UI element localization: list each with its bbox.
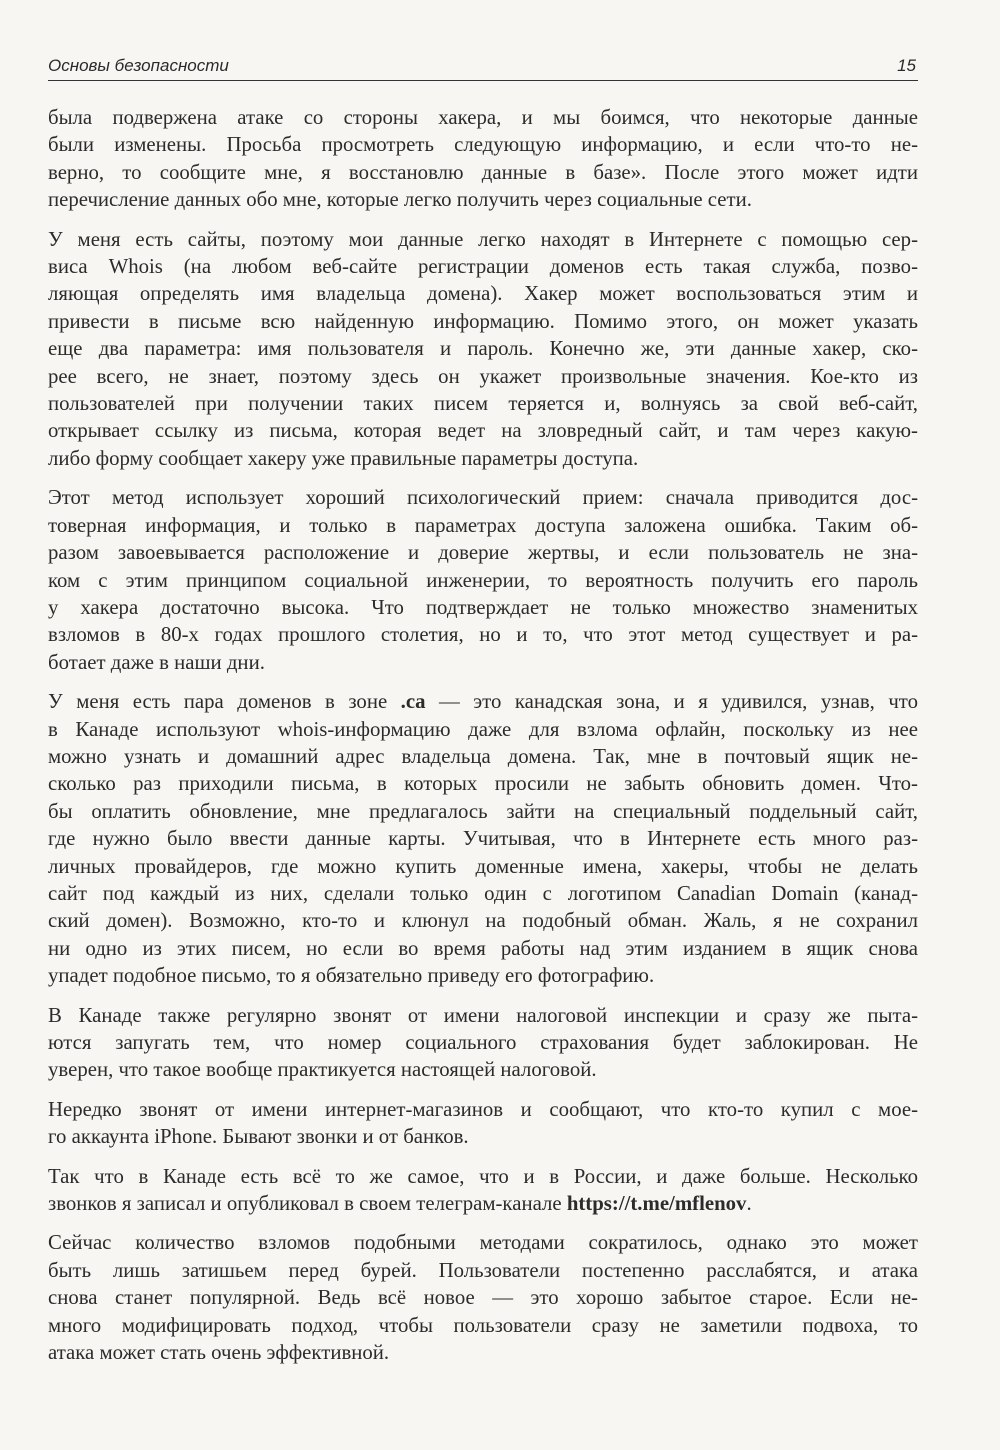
text-line: [48, 1190, 918, 1217]
text-line: перечисление данных обо мне, которые легко получить через социальные сети.: [48, 188, 752, 212]
paragraph-1: [48, 104, 918, 214]
text-line: Так что в Канаде есть всё то же самое, что и в России, и даже больше. Несколько: [48, 1164, 918, 1188]
paragraph-4: [48, 688, 918, 989]
chapter-title: Основы безопасности: [48, 56, 229, 75]
text-line: сайт под каждый из них, сделали только один с логотипом Canadian Domain (канад-: [48, 881, 918, 905]
text-line: у хакера достаточно высока. Что подтверждает не только множество знаменитых: [48, 595, 918, 619]
text-line: бы оплатить обновление, мне предлагалось зайти на специальный поддельный сайт,: [48, 799, 918, 823]
telegram-channel-link: https://t.me/mflenov: [566, 1192, 747, 1216]
text-line: Этот метод использует хороший психологический прием: сначала приводится дос-: [48, 486, 918, 510]
text-line: сколько раз приходили письма, в которых просили не забыть обновить домен. Что-: [48, 772, 918, 796]
text-line: ком с этим принципом социальной инженерии, то вероятность получить его пароль: [48, 568, 918, 592]
text-line: либо форму сообщает хакеру уже правильные параметры доступа.: [48, 446, 639, 470]
text-line: виса Whois (на любом веб-сайте регистрации доменов есть такая служба, позво-: [48, 255, 918, 279]
text-line: разом завоевывается расположение и доверие жертвы, и если пользователь не зна-: [48, 541, 918, 565]
text-line: еще два параметра: имя пользователя и пароль. Конечно же, эти данные хакер, ско-: [48, 337, 918, 361]
text-line: снова станет популярной. Ведь всё новое — это хорошо забытое старое. Если не-: [48, 1286, 918, 1310]
text-line: ни одно из этих писем, но если во время работы над этим изданием в ящик снова: [48, 936, 918, 960]
text-segment: .: [746, 1192, 752, 1216]
running-header: [48, 54, 918, 81]
text-line: уверен, что такое вообще практикуется настоящей налоговой.: [48, 1058, 597, 1082]
page-number: 15: [897, 56, 916, 75]
text-segment: У меня есть пара доменов в зоне: [48, 690, 401, 714]
text-line: го аккаунта iPhone. Бывают звонки и от банков.: [48, 1125, 469, 1149]
text-line: [48, 688, 918, 715]
text-line: много модифицировать подход, чтобы пользователи сразу не заметили подвоха, то: [48, 1313, 918, 1337]
text-line: В Канаде также регулярно звонят от имени налоговой инспекции и сразу же пыта-: [48, 1003, 918, 1027]
domain-zone-ca: .ca: [400, 690, 426, 714]
text-line: в Канаде используют whois-информацию даже для взлома офлайн, поскольку из нее: [48, 717, 918, 741]
text-line: Нередко звонят от имени интернет-магазинов и сообщают, что кто-то купил с мое-: [48, 1097, 918, 1121]
text-segment: — это канадская зона, и я удивился, узнав, что: [425, 690, 918, 714]
text-line: атака может стать очень эффективной.: [48, 1341, 390, 1365]
text-line: упадет подобное письмо, то я обязательно приведу его фотографию.: [48, 964, 655, 988]
paragraph-8: [48, 1229, 918, 1366]
paragraph-2: [48, 226, 918, 473]
text-line: верно, то сообщите мне, я восстановлю данные в базе». После этого может идти: [48, 160, 918, 184]
text-line: можно узнать и домашний адрес владельца домена. Так, мне в почтовый ящик не-: [48, 744, 918, 768]
text-line: ются запугать тем, что номер социального страхования будет заблокирован. Не: [48, 1031, 918, 1054]
text-line: были изменены. Просьба просмотреть следующую информацию, и если что-то не-: [48, 133, 918, 157]
body-text: [48, 104, 918, 1378]
text-line: была подвержена атаке со стороны хакера, и мы боимся, что некоторые данные: [48, 106, 918, 129]
paragraph-5: [48, 1002, 918, 1084]
text-line: быть лишь затишьем перед бурей. Пользователи постепенно расслабятся, и атака: [48, 1258, 918, 1282]
text-line: У меня есть сайты, поэтому мои данные легко находят в Интернете с помощью сер-: [48, 227, 918, 251]
paragraph-6: [48, 1096, 918, 1151]
text-line: где нужно было ввести данные карты. Учитывая, что в Интернете есть много раз-: [48, 827, 918, 851]
text-line: ляющая определять имя владельца домена). Хакер может воспользоваться этим и: [48, 282, 918, 306]
text-line: ботает даже в наши дни.: [48, 650, 265, 674]
text-line: пользователей при получении таких писем теряется и, волнуясь за свой веб-сайт,: [48, 392, 918, 416]
text-line: рее всего, не знает, поэтому здесь он укажет произвольные значения. Кое-кто из: [48, 364, 918, 388]
text-line: товерная информация, и только в параметрах доступа заложена ошибка. Таким об-: [48, 513, 918, 537]
text-line: Сейчас количество взломов подобными методами сократилось, однако это может: [48, 1231, 918, 1255]
paragraph-3: [48, 484, 918, 676]
text-segment: звонков я записал и опубликовал в своем телеграм-канале: [48, 1192, 567, 1216]
text-line: личных провайдеров, где можно купить доменные имена, хакеры, чтобы не делать: [48, 854, 918, 878]
text-line: привести в письме всю найденную информацию. Помимо этого, он может указать: [48, 309, 918, 333]
text-line: открывает ссылку из письма, которая ведет на зловредный сайт, и там через какую-: [48, 419, 918, 443]
text-line: ский домен). Возможно, кто-то и клюнул на подобный обман. Жаль, я не сохранил: [48, 909, 918, 933]
text-line: взломов в 80-х годах прошлого столетия, но и то, что этот метод существует и ра-: [48, 623, 918, 647]
paragraph-7: [48, 1163, 918, 1218]
